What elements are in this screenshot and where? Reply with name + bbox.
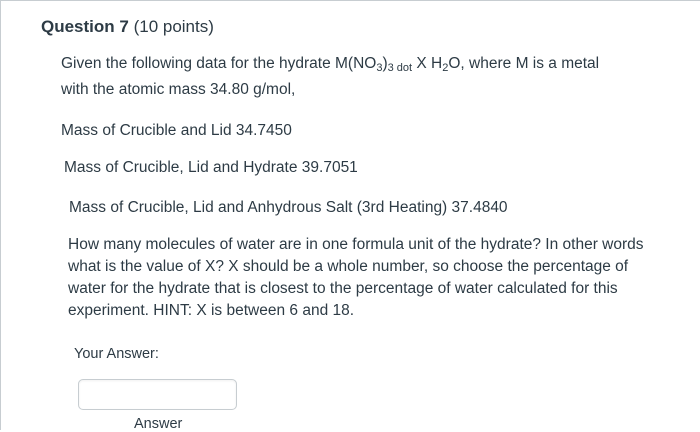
- intro-suffix: O, where M is a metal: [448, 55, 600, 72]
- data-line-crucible-lid-hydrate: Mass of Crucible, Lid and Hydrate 39.7051: [64, 159, 358, 176]
- intro-sub-3: 2: [442, 62, 449, 74]
- answer-field-label: Answer: [134, 416, 183, 432]
- intro-mid-1: ): [382, 55, 388, 72]
- intro-line-1: [61, 51, 599, 77]
- your-answer-label: Your Answer:: [74, 346, 159, 362]
- question-header: [41, 17, 214, 37]
- answer-input[interactable]: [78, 379, 237, 410]
- intro-sub-1: 3: [376, 62, 383, 74]
- question-points: (10 points): [128, 17, 214, 36]
- intro-line-2: with the atomic mass 34.80 g/mol,: [61, 81, 296, 98]
- intro-sub-2: 3 dot: [387, 62, 413, 74]
- intro-mid-2: X H: [412, 55, 443, 72]
- intro-prefix: Given the following data for the hydrate M(NO: [61, 55, 377, 72]
- question-prompt: How many molecules of water are in one formula unit of the hydrate? In other words what is the value of X? X should be a whole number, so choose the percentage of water for the hydrate that is closest to the percentage of water calculated for this experiment. HINT: X is between 6 and 18.: [68, 236, 644, 319]
- question-intro: [61, 51, 599, 103]
- question-title: Question 7: [41, 17, 129, 36]
- data-line-crucible-lid: Mass of Crucible and Lid 34.7450: [61, 122, 292, 139]
- data-line-crucible-lid-anhydrous: Mass of Crucible, Lid and Anhydrous Salt (3rd Heating) 37.4840: [69, 199, 508, 216]
